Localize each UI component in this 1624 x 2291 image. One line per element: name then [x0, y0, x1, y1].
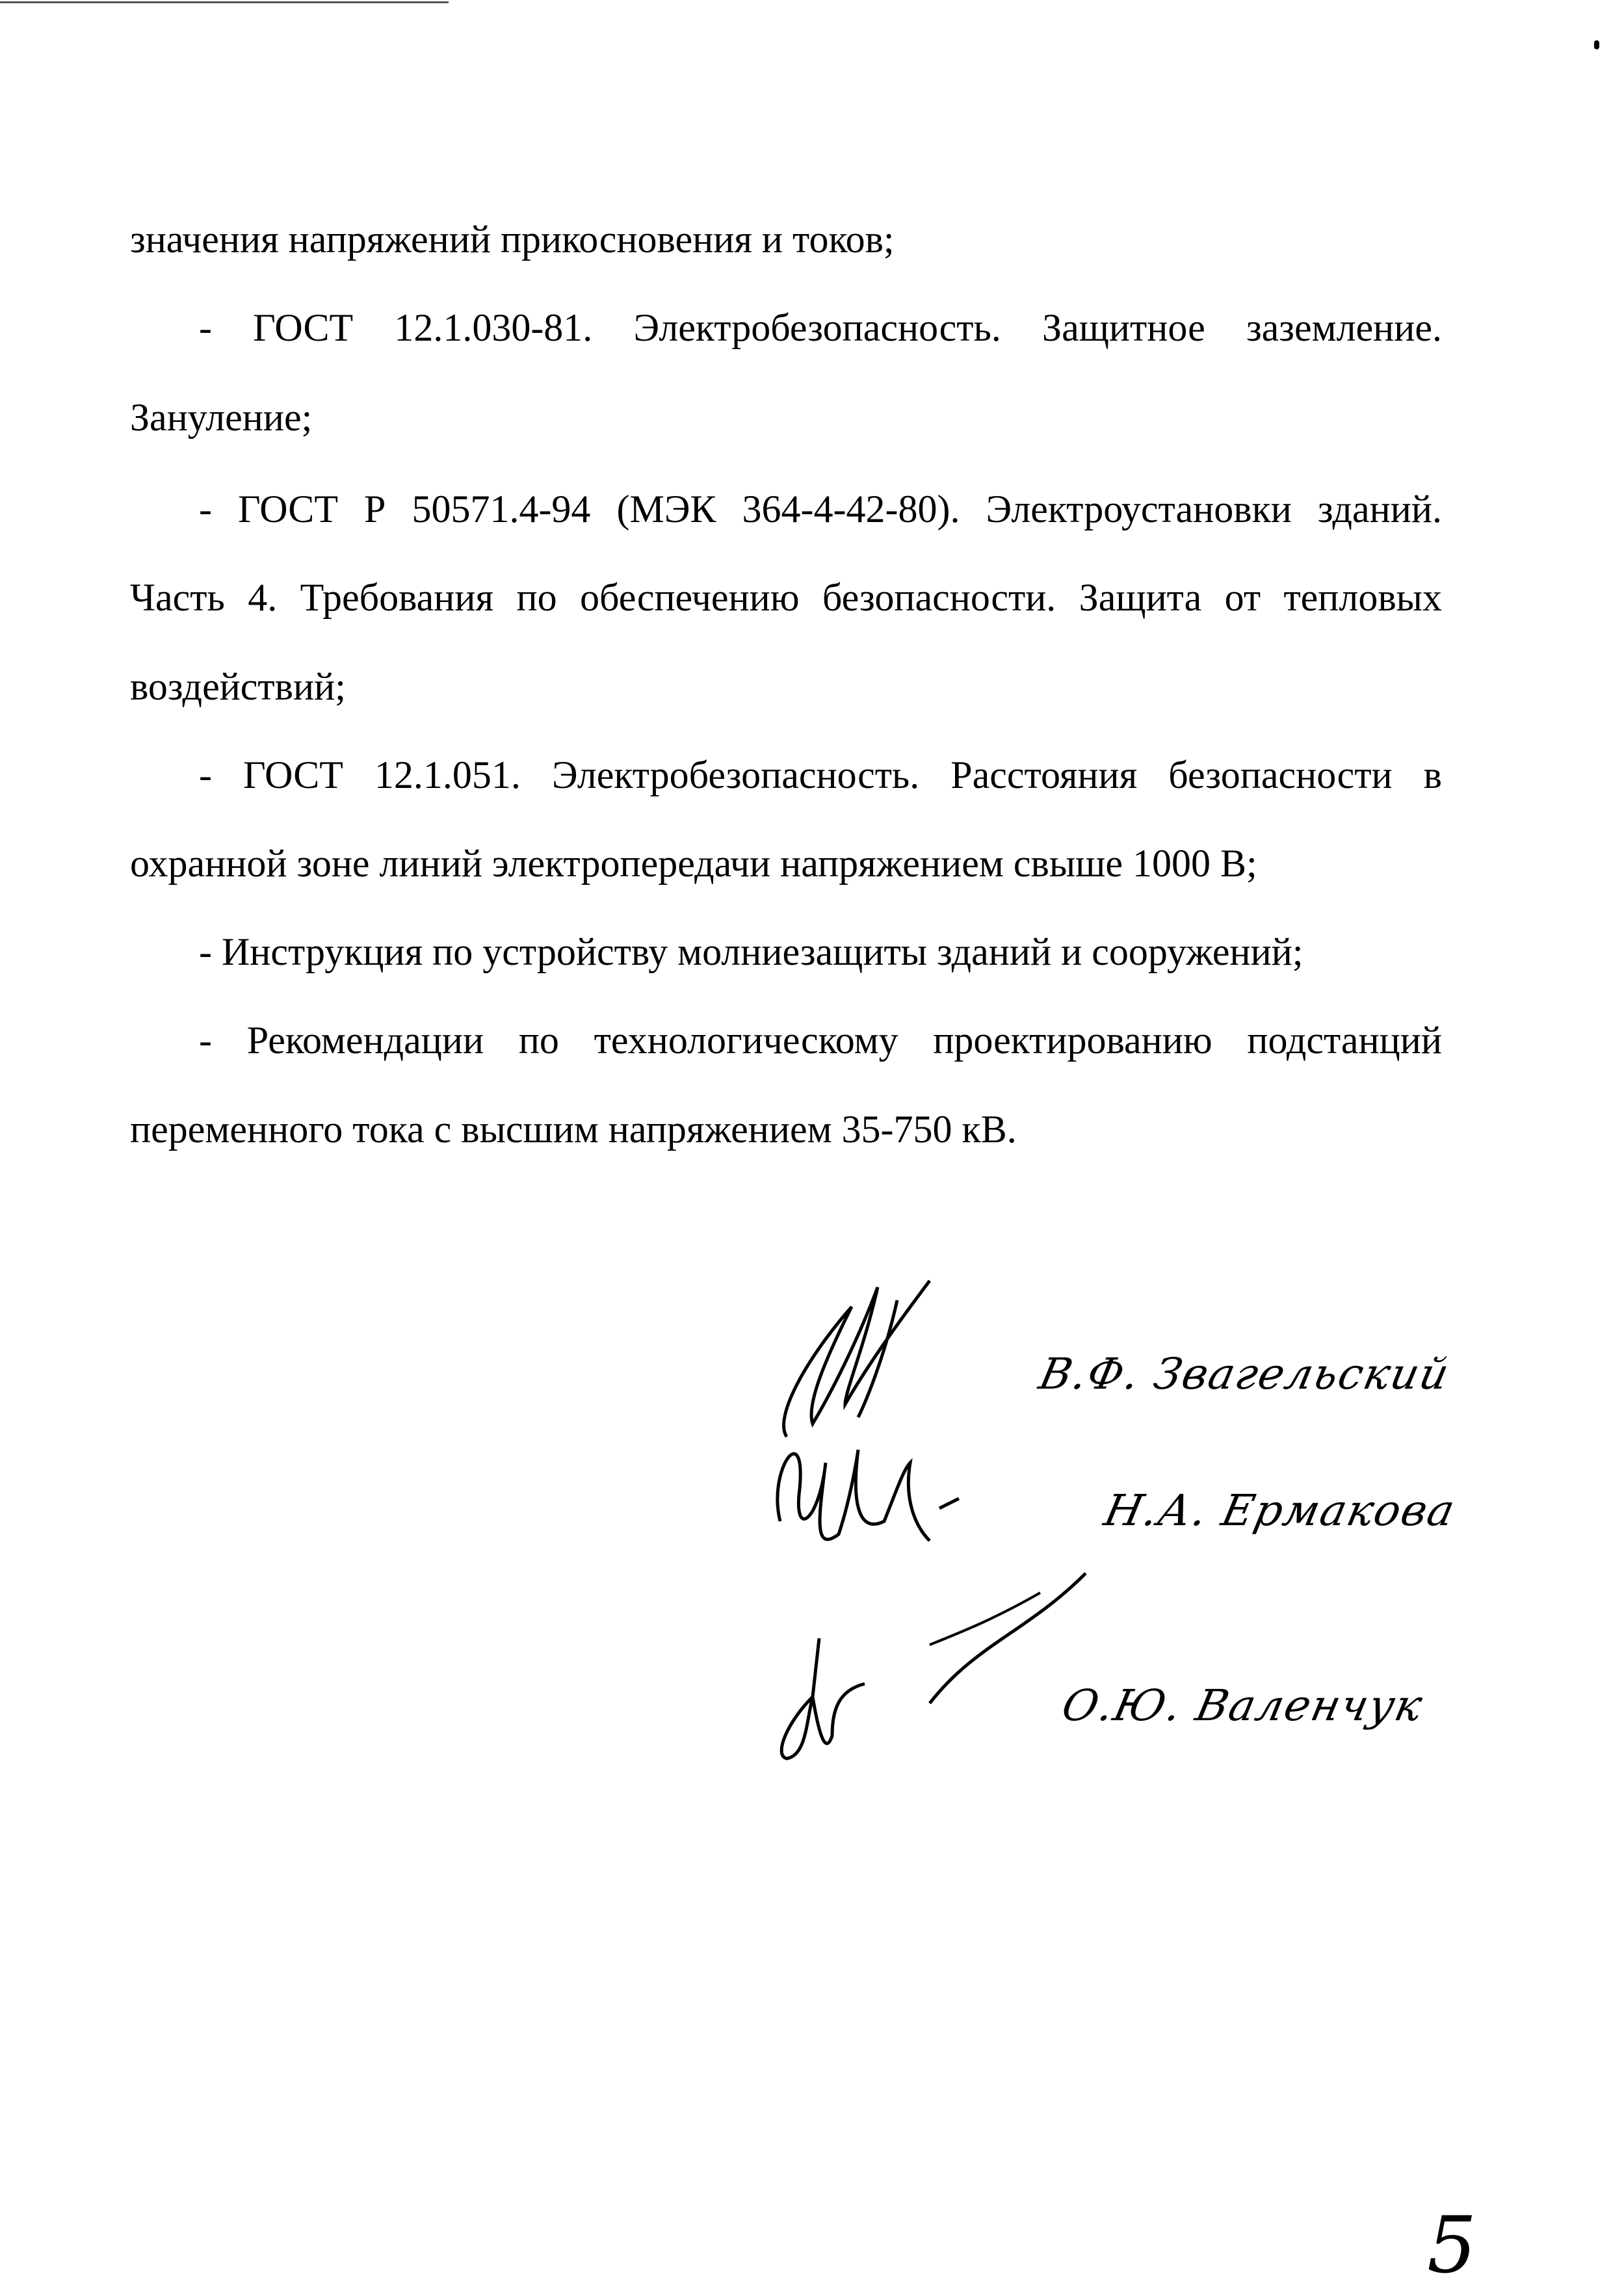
signatory-name: Н.А. Ермакова — [1099, 1486, 1461, 1536]
scan-edge-line — [0, 1, 449, 3]
text-line: переменного тока с высшим напряжением 35-750 кВ. — [130, 1108, 1017, 1151]
text-line: охранной зоне линий электропередачи напряжением свыше 1000 В; — [130, 842, 1257, 885]
text-line: Зануление; — [130, 396, 313, 439]
text-line: - ГОСТ 12.1.030-81. Электробезопасность. Защитное заземление. — [199, 306, 1442, 349]
text-line: значения напряжений прикосновения и токов; — [130, 218, 895, 261]
page-number: 5 — [1427, 2201, 1477, 2291]
signatory-name: В.Ф. Звагельский — [1034, 1349, 1455, 1399]
signatory-name: О.Ю. Валенчук — [1057, 1681, 1428, 1731]
text-line: воздействий; — [130, 665, 346, 708]
signature-3 — [767, 1625, 962, 1768]
text-line: - ГОСТ 12.1.051. Электробезопасность. Расстояния безопасности в — [199, 753, 1442, 796]
text-line: - Инструкция по устройству молниезащиты зданий и сооружений; — [199, 930, 1303, 973]
text-line: Часть 4. Требования по обеспечению безопасности. Защита от тепловых — [130, 576, 1442, 619]
text-line: - Рекомендации по технологическому проектированию подстанций — [199, 1019, 1442, 1062]
scan-speck — [1594, 40, 1599, 49]
text-line: - ГОСТ Р 50571.4-94 (МЭК 364-4-42-80). Электроустановки зданий. — [199, 488, 1442, 530]
